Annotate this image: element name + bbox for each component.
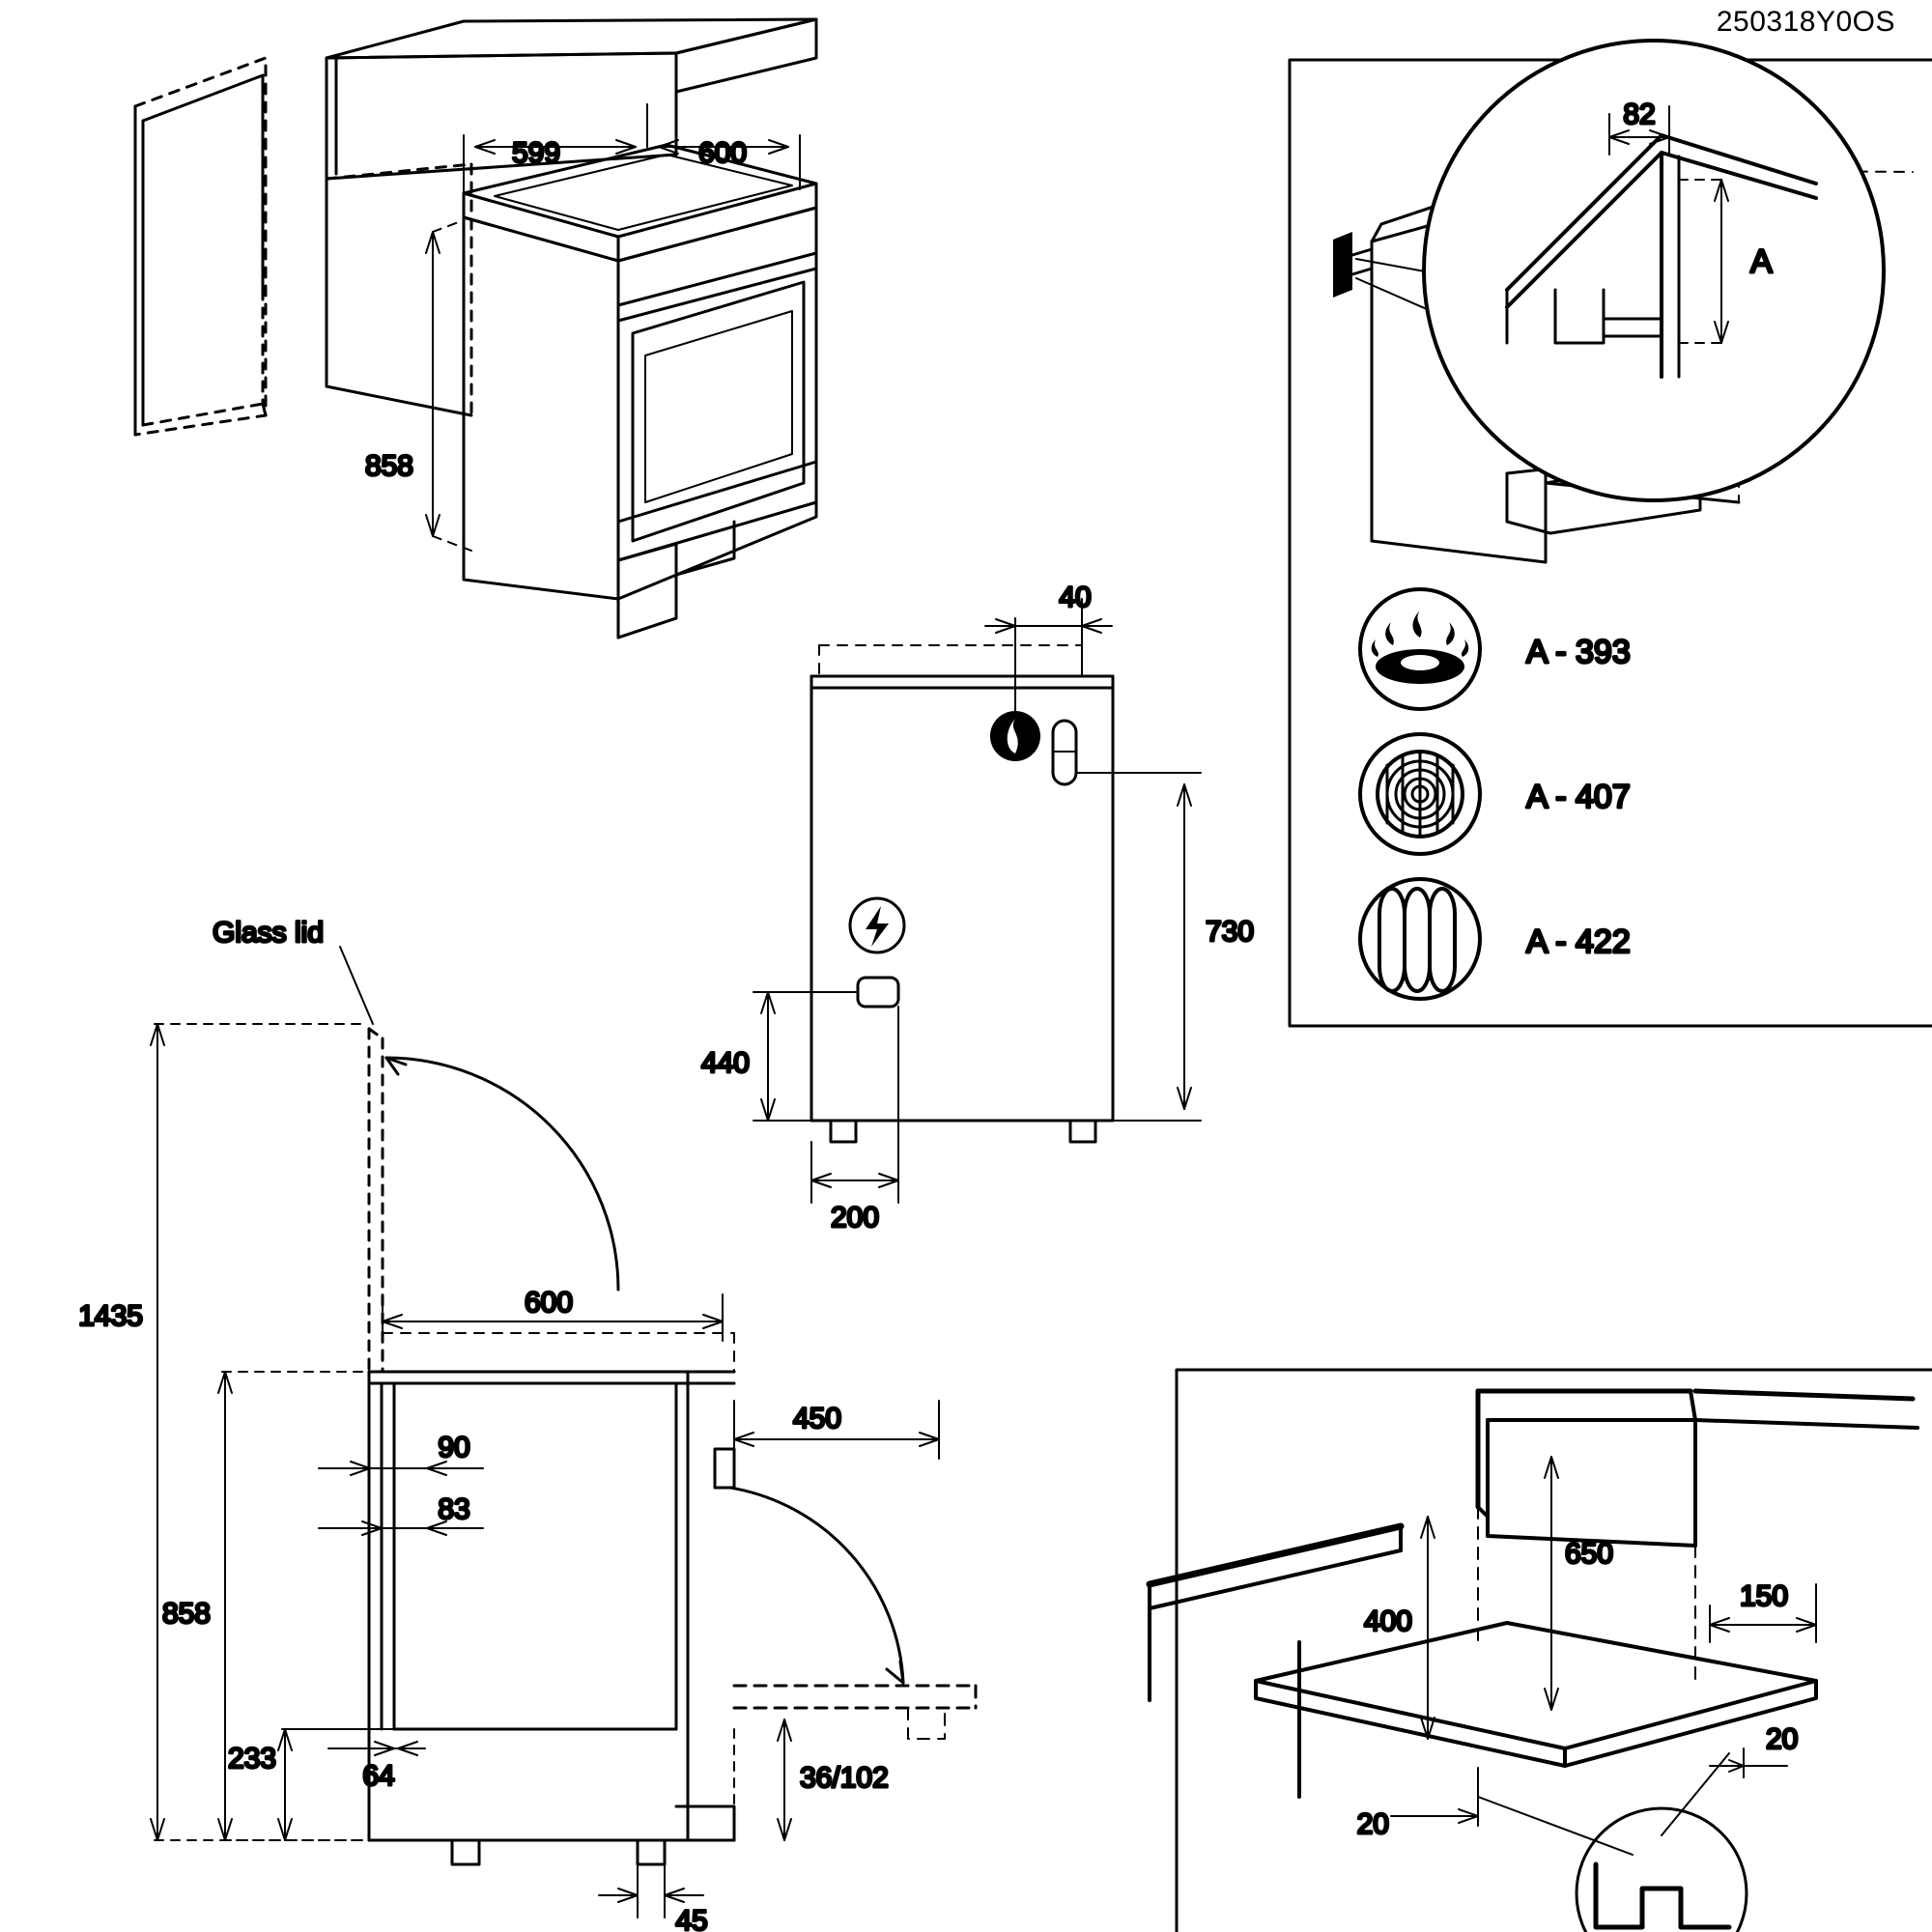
dim-20-left: 20 (1356, 1808, 1389, 1840)
dim-600-top: 600 (697, 137, 748, 169)
document-code: 250318Y0OS (1716, 6, 1895, 38)
view-top-right-bracket (1290, 41, 1932, 1026)
gas-burner-icon (1372, 611, 1469, 684)
dim-1435: 1435 (78, 1300, 143, 1332)
dim-450: 450 (792, 1403, 842, 1435)
legend-label-393: A - 393 (1526, 634, 1631, 670)
solid-plate-coil-icon (1379, 889, 1455, 991)
view-bottom-left-door-open (78, 917, 976, 1932)
dim-200: 200 (830, 1202, 880, 1234)
dim-A: A (1750, 243, 1773, 280)
dim-83: 83 (438, 1493, 470, 1525)
dim-90: 90 (438, 1432, 470, 1463)
dim-150: 150 (1739, 1580, 1789, 1612)
view-side-services (701, 582, 1254, 1234)
dim-82: 82 (1623, 99, 1656, 130)
dim-858-bottom: 858 (161, 1598, 211, 1630)
dim-36-102: 36/102 (800, 1762, 889, 1794)
dim-20-right: 20 (1766, 1723, 1799, 1755)
lightning-bolt-icon (866, 906, 889, 947)
view-bottom-right-clearance (1150, 1370, 1932, 1932)
dim-440: 440 (700, 1047, 750, 1079)
dim-650: 650 (1565, 1538, 1614, 1570)
dim-64: 64 (362, 1760, 395, 1792)
dim-599: 599 (511, 137, 561, 169)
dim-730: 730 (1206, 916, 1255, 948)
radiant-coil-icon (1378, 752, 1463, 837)
anti-tilt-bracket-icon (1333, 232, 1352, 298)
dim-400: 400 (1363, 1605, 1412, 1637)
dim-45: 45 (675, 1905, 708, 1932)
label-glass-lid: Glass lid (213, 917, 325, 949)
legend-label-422: A - 422 (1526, 923, 1631, 960)
legend-label-407: A - 407 (1526, 779, 1631, 815)
dim-858-top: 858 (364, 450, 413, 482)
view-top-left-cooker (135, 19, 816, 638)
dim-600-bottom: 600 (524, 1287, 574, 1319)
dim-40: 40 (1059, 582, 1092, 613)
dim-233: 233 (227, 1743, 276, 1775)
